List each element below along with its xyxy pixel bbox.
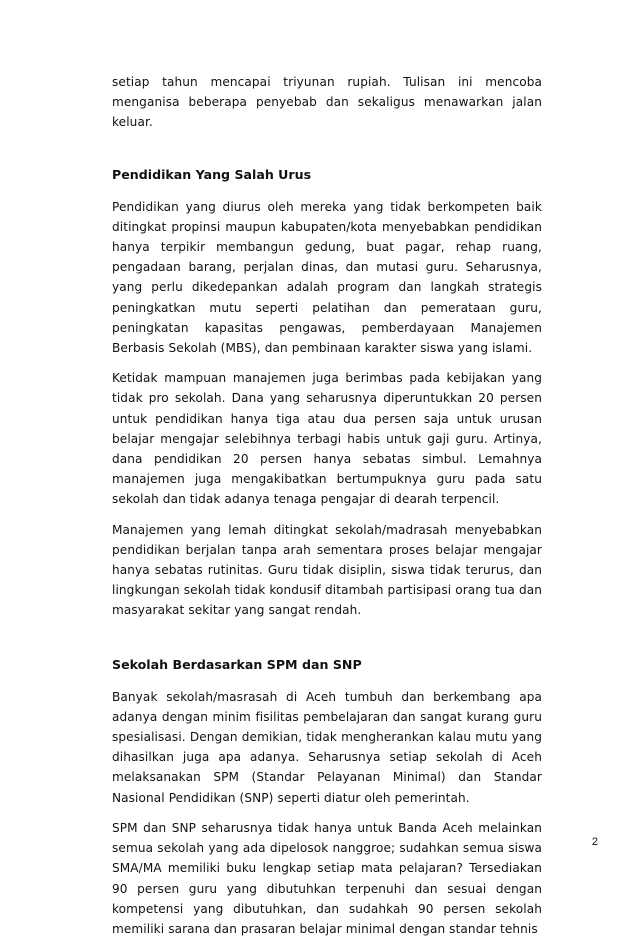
paragraph: Banyak sekolah/masrasah di Aceh tumbuh dan berkembang apa adanya dengan minim fisilitas pembelajaran dan sangat kurang guru spesialisasi. Dengan demikian, tidak mengherankan kalau mutu yang dihasilkan juga apa adanya. Seharusnya setiap sekolah di Aceh melaksanakan SPM (Standar Pelayanan Minimal) dan Standar Nasional Pendidikan (SNP) seperti diatur oleh pemerintah.	[112, 689, 542, 805]
paragraph: Pendidikan yang diurus oleh mereka yang tidak berkompeten baik ditingkat propinsi maupun kabupaten/kota menyebabkan pendidikan hanya terpikir membangun gedung, buat pagar, rehap ruang, pengadaan barang, perjalan dinas, dan mutasi guru. Seharusnya, yang perlu dikedepankan adalah program dan langkah strategis peningkatkan mutu seperti pelatihan dan pemerataan guru, peningkatan kapasitas pengawas, pemberdayaan Manajemen Berbasis Sekolah (MBS), dan pembinaan karakter siswa yang islami.	[112, 199, 542, 356]
document-body	[112, 72, 542, 949]
section-spacer	[112, 631, 542, 655]
paragraph: SPM dan SNP seharusnya tidak hanya untuk Banda Aceh melainkan semua sekolah yang ada dipelosok nanggroe; sudahkan semua siswa SMA/MA memiliki buku lengkap setiap mata pelajaran? Tersediakan 90 persen guru yang dibutuhkan terpenuhi dan sesuai dengan kompetensi yang dibutuhkan, dan sudahkah 90 persen sekolah memiliki sarana dan prasaran belajar minimal dengan standar tehnis	[112, 820, 542, 936]
intro-paragraph: setiap tahun mencapai triyunan rupiah. Tulisan ini mencoba menganisa beberapa penyebab dan sekaligus menawarkan jalan keluar.	[112, 75, 542, 130]
section-spacer	[112, 143, 542, 165]
section-heading-sekolah: Sekolah Berdasarkan SPM dan SNP	[112, 656, 362, 672]
section-heading-pendidikan: Pendidikan Yang Salah Urus	[112, 166, 312, 182]
page-number: 2	[591, 836, 598, 848]
paragraph: Ketidak mampuan manajemen juga berimbas pada kebijakan yang tidak pro sekolah. Dana yang seharusnya diperuntukkan 20 persen untuk pendidikan hanya tiga atau dua persen saja untuk urusan belajar mengajar selebihnya terbagi habis untuk gaji guru. Artinya, dana pendidikan 20 persen hanya sebatas simbul. Lemahnya manajemen juga mengakibatkan bertumpuknya guru pada satu sekolah dan tidak adanya tenaga pengajar di dearah terpencil.	[112, 371, 542, 507]
paragraph: Manajemen yang lemah ditingkat sekolah/madrasah menyebabkan pendidikan berjalan tanpa arah sementara proses belajar mengajar hanya sebatas rutinitas. Guru tidak disiplin, siswa tidak terurus, dan lingkungan sekolah tidak kondusif ditambah partisipasi orang tua dan masyarakat sekitar yang sangat rendah.	[112, 522, 542, 618]
